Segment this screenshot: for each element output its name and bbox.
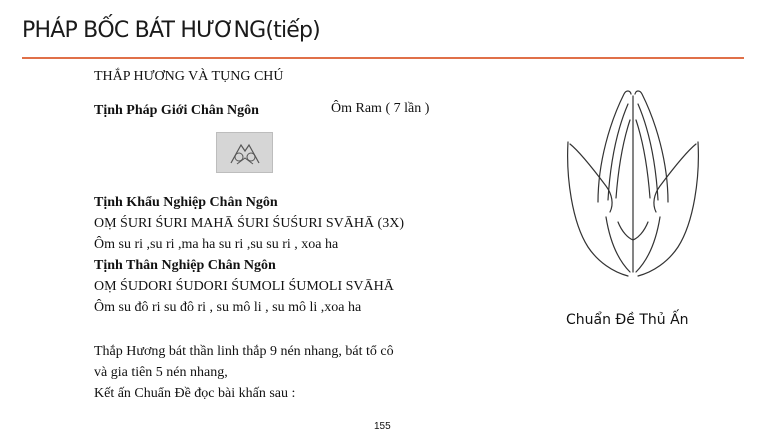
mantra2-sanskrit: OṂ ŚURI ŚURI MAHĀ ŚURI ŚUŚURI SVĀHĀ (3X): [94, 216, 404, 231]
title-divider: [22, 57, 744, 59]
mantra1-heading: Tịnh Pháp Giới Chân Ngôn: [94, 103, 259, 118]
mantra2-vietnamese: Ôm su ri ,su ri ,ma ha su ri ,su su ri , xoa ha: [94, 237, 339, 252]
page-number: 155: [374, 421, 391, 432]
instruction-line-2: và gia tiên 5 nén nhang,: [94, 365, 228, 380]
mudra-hands-icon: [217, 133, 272, 172]
mantra3-heading: Tịnh Thân Nghiệp Chân Ngôn: [94, 258, 276, 273]
section-subtitle: THẮP HƯƠNG VÀ TỤNG CHÚ: [94, 69, 284, 84]
mantra2-heading: Tịnh Khẩu Nghiệp Chân Ngôn: [94, 195, 278, 210]
mantra3-vietnamese: Ôm su đô ri su đô ri , su mô li , su mô li ,xoa ha: [94, 300, 362, 315]
instruction-line-3: Kết ấn Chuẩn Đề đọc bài khấn sau :: [94, 386, 296, 401]
small-mudra-image: [216, 132, 273, 173]
instruction-line-1: Thắp Hương bát thần linh thắp 9 nén nhang, bát tổ cô: [94, 344, 394, 359]
praying-hands-illustration: [558, 82, 708, 282]
slide-title: PHÁP BỐC BÁT HƯƠNG(tiếp): [22, 18, 320, 43]
mantra3-sanskrit: OṂ ŚUDORI ŚUDORI ŚUMOLI ŚUMOLI SVĀHĀ: [94, 279, 394, 294]
image-caption: Chuẩn Đề Thủ Ấn: [566, 312, 689, 328]
mantra1-chant: Ôm Ram ( 7 lần ): [331, 101, 430, 116]
